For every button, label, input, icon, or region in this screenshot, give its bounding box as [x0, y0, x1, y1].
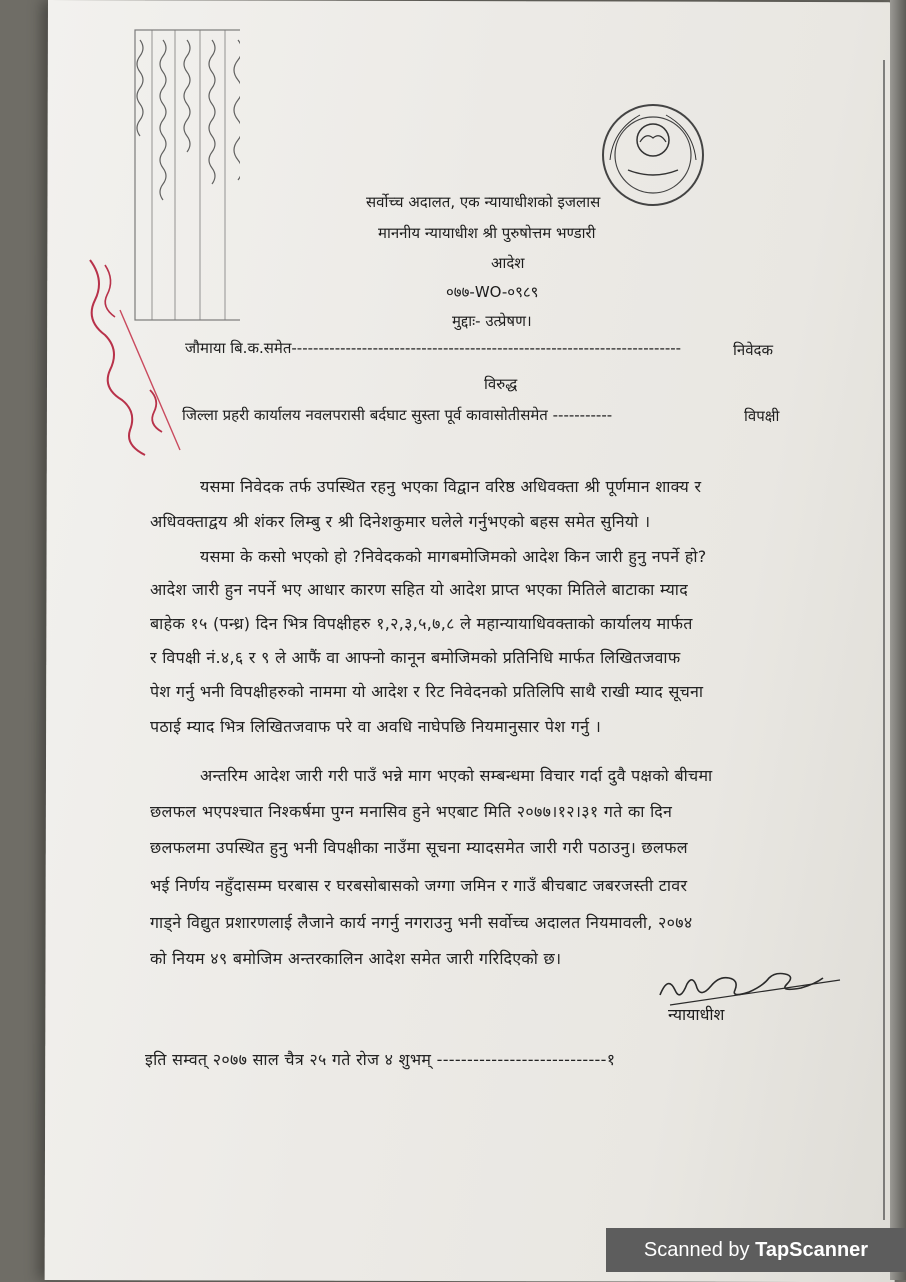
paragraph-3-line-6: को नियम ४९ बमोजिम अन्तरकालिन आदेश समेत जारी गरिदिएको छ। — [150, 949, 562, 968]
paragraph-2-line-4: र विपक्षी नं.४,६ र ९ ले आफैं वा आफ्नो कानून बमोजिमको प्रतिनिधि मार्फत लिखितजवाफ — [150, 648, 681, 667]
paragraph-3-line-4: भई निर्णय नहुँदासम्म घरबास र घरबसोबासको जग्गा जमिन र गाउँ बीचबाट जबरजस्ती टावर — [150, 876, 688, 895]
petitioner-line: जौमाया बि.क.समेत------------------------------------------------------------------------ — [185, 339, 682, 357]
scan-background-edge — [890, 0, 906, 1280]
paragraph-1-line-1: यसमा निवेदक तर्फ उपस्थित रहनु भएका विद्वान वरिष्ठ अधिवक्ता श्री पूर्णमान शाक्य र — [200, 477, 702, 496]
paragraph-2-line-1: यसमा के कसो भएको हो ?निवेदकको मागबमोजिमको आदेश किन जारी हुनु नपर्ने हो? — [200, 547, 707, 566]
respondent-role: विपक्षी — [744, 407, 780, 425]
watermark-brand: TapScanner — [755, 1239, 869, 1261]
petitioner-role: निवेदक — [733, 341, 774, 359]
court-line: सर्वोच्च अदालत, एक न्यायाधीशको इजलास — [366, 193, 601, 211]
scanner-watermark — [606, 1228, 906, 1272]
paragraph-2-line-3: बाहेक १५ (पन्ध्र) दिन भित्र विपक्षीहरु १,२,३,५,७,८ ले महान्यायाधिवक्ताको कार्यालय मार्फत — [150, 614, 693, 633]
closing-line: इति सम्वत् २०७७ साल चैत्र २५ गते रोज ४ शुभम् ----------------------------१ — [145, 1050, 616, 1069]
versus-label: विरुद्ध — [484, 375, 518, 393]
page-edge-line — [883, 60, 885, 1220]
paragraph-2-line-5: पेश गर्नु भनी विपक्षीहरुको नाममा यो आदेश र रिट निवेदनको प्रतिलिपि साथै राखी म्याद सूचना — [150, 682, 704, 701]
paragraph-2-line-2: आदेश जारी हुन नपर्ने भए आधार कारण सहित यो आदेश प्राप्त भएका मितिले बाटाका म्याद — [150, 580, 688, 599]
red-handwritten-note — [80, 250, 200, 480]
signature-title: न्यायाधीश — [668, 1005, 725, 1024]
order-title: आदेश — [491, 254, 525, 272]
watermark-prefix: Scanned by — [643, 1239, 756, 1261]
case-number: ०७७-WO-०९८९ — [446, 283, 539, 301]
paragraph-2-line-6: पठाई म्याद भित्र लिखितजवाफ परे वा अवधि नाघेपछि नियमानुसार पेश गर्नु । — [150, 717, 602, 736]
paragraph-3-line-3: छलफलमा उपस्थित हुनु भनी विपक्षीका नाउँमा सूचना म्यादसमेत जारी गरी पठाउनु। छलफल — [150, 838, 688, 857]
case-subject: मुद्दाः- उत्प्रेषण। — [452, 312, 532, 330]
paragraph-3-line-2: छलफल भएपश्चात निश्कर्षमा पुग्न मनासिव हुने भएबाट मिति २०७७।१२।३१ गते का दिन — [150, 802, 673, 821]
court-seal — [598, 100, 708, 210]
respondent-line: जिल्ला प्रहरी कार्यालय नवलपरासी बर्दघाट सुस्ता पूर्व कावासोतीसमेत ----------- — [182, 406, 613, 424]
paragraph-3-line-1: अन्तरिम आदेश जारी गरी पाउँ भन्ने माग भएको सम्बन्धमा विचार गर्दा दुवै पक्षको बीचमा — [200, 766, 713, 785]
paragraph-3-line-5: गाड्ने विद्युत प्रशारणलाई लैजाने कार्य नगर्नु नगराउनु भनी सर्वोच्च अदालत नियमावली, २०७४ — [150, 913, 693, 932]
paragraph-1-line-2: अधिवक्ताद्वय श्री शंकर लिम्बु र श्री दिनेशकुमार घलेले गर्नुभएको बहस समेत सुनियो । — [150, 512, 651, 531]
judge-line: माननीय न्यायाधीश श्री पुरुषोत्तम भण्डारी — [378, 224, 596, 242]
